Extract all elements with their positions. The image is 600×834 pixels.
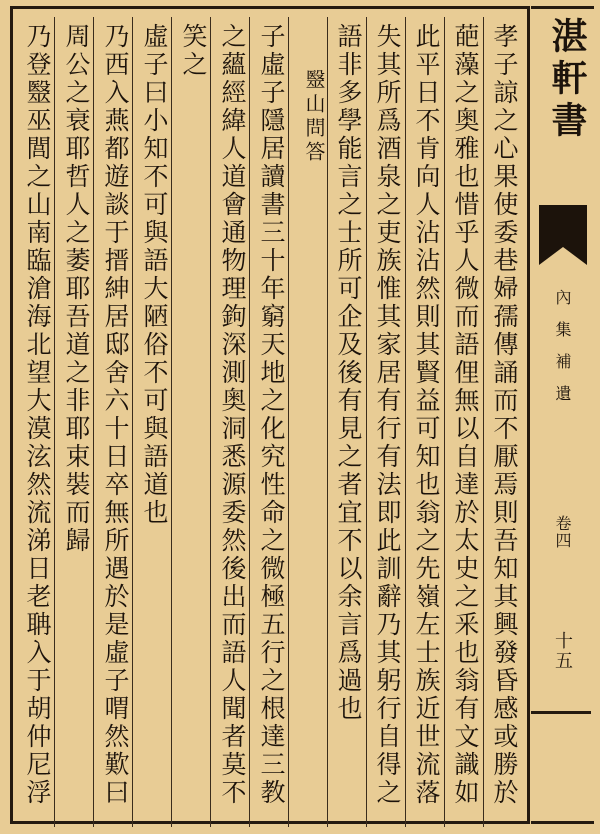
text-column-4: 失其所爲酒泉之吏族惟其家居有行有法即此訓辭乃其躬行自得之	[373, 23, 402, 807]
fishtail-mark-icon	[535, 205, 591, 265]
column-rule	[483, 17, 484, 827]
column-rule	[210, 17, 211, 827]
page-margin	[531, 6, 594, 824]
text-column-11: 乃西入燕都遊談于搢紳居邸舍六十日卒無所遇於是虛子喟然歎曰	[101, 23, 130, 807]
book-title: 湛軒書	[546, 17, 587, 143]
page-number: 十五	[552, 631, 573, 671]
column-rule	[444, 17, 445, 827]
text-column-13: 乃登毉巫閭之山南臨滄海北望大漠泫然流涕日老聃入于胡仲尼浮	[23, 23, 52, 807]
text-column-9: 笑之	[179, 23, 208, 79]
text-column-1: 孝子諒之心果使委巷婦孺傳誦而不厭焉則吾知其興發昏感或勝於	[490, 23, 519, 807]
text-column-2: 葩藻之奥雅也惜乎人微而語俚無以自達於太史之釆也翁有文識如	[451, 23, 480, 807]
column-rule	[132, 17, 133, 827]
column-rule	[327, 17, 328, 827]
text-column-7: 子虛子隱居讀書三十年窮天地之化究性命之微極五行之根達三教	[257, 23, 286, 807]
text-column-12: 周公之衰耶哲人之萎耶吾道之非耶束裝而歸	[62, 23, 91, 555]
text-frame	[10, 6, 530, 824]
text-column-5: 語非多學能言之士所可企及後有見之者宜不以余言爲過也	[334, 23, 363, 723]
margin-rule	[531, 711, 591, 714]
section-heading: 毉山問答	[302, 69, 326, 165]
text-column-8: 之蘊經緯人道會通物理鉤深測奥洞悉源委然後出而語人聞者莫不	[218, 23, 247, 807]
column-rule	[54, 17, 55, 827]
text-column-10: 虛子曰小知不可與語大陋俗不可與語道也	[140, 23, 169, 527]
column-rule	[249, 17, 250, 827]
column-rule	[93, 17, 94, 827]
column-rule	[171, 17, 172, 827]
collection-name: 內集補遺	[553, 289, 572, 417]
column-rule	[288, 17, 289, 827]
volume-number: 卷四	[553, 515, 572, 549]
column-rule	[366, 17, 367, 827]
column-rule	[405, 17, 406, 827]
text-column-3: 此平日不肯向人沾沾然則其賢益可知也翁之先嶺左士族近世流落	[412, 23, 441, 807]
